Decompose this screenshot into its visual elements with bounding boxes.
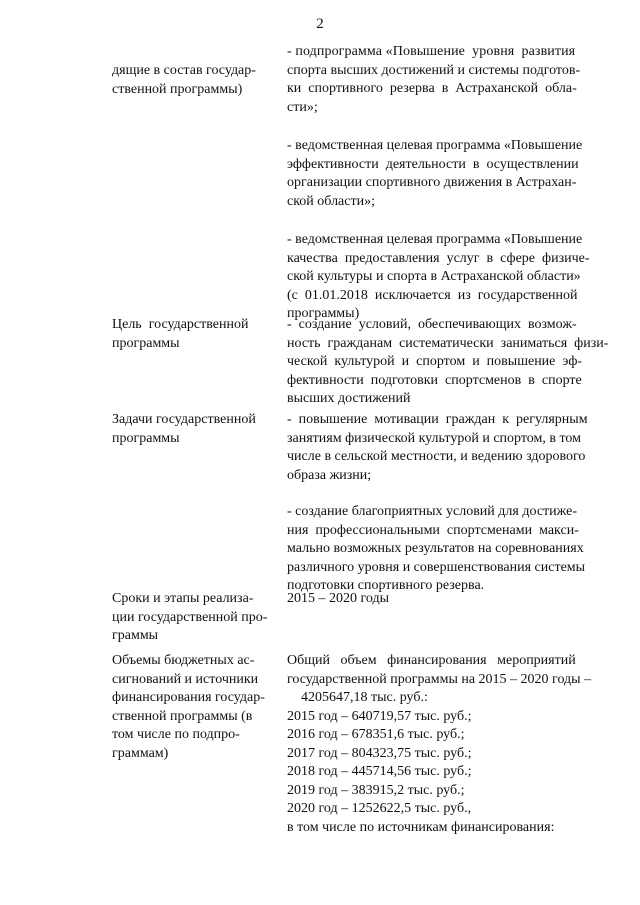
text-line: ния профессиональными спортсменами макси- [287, 522, 579, 538]
text-line: ческой культурой и спортом и повышение эф- [287, 354, 583, 369]
text-line: эффективности деятельности в осуществлении [287, 156, 579, 172]
row-content-funding [287, 652, 601, 837]
row-label-line: том числе по подпро- [112, 727, 240, 742]
row-label-line: ственной программы) [112, 81, 243, 97]
paragraph [287, 411, 601, 485]
text-line: подготовки спортивного резерва. [287, 578, 485, 593]
row-label-line: граммы [112, 628, 159, 643]
funding-year: 2020 год – 1252622,5 тыс. руб., [287, 801, 472, 816]
row-label-goal [112, 316, 272, 353]
text-line: числе в сельской местности, и ведению здорового [287, 449, 586, 464]
text-line: ской области»; [287, 193, 375, 209]
text-line: 2015 – 2020 годы [287, 591, 390, 606]
row-label-funding [112, 652, 272, 763]
text-line: (с 01.01.2018 исключается из государственной [287, 287, 578, 303]
funding-year: 2015 год – 640719,57 тыс. руб.; [287, 708, 472, 724]
text-line: государственной программы на 2015 – 2020 годы – [287, 671, 592, 687]
row-label-line: Объемы бюджетных ас- [112, 653, 255, 668]
row-label-line: ции государственной про- [112, 609, 268, 625]
text-line: фективности подготовки спортсменов в спорте [287, 372, 582, 388]
row-label-line: сигнований и источники [112, 671, 259, 687]
row-label-line: дящие в состав государ- [112, 63, 256, 78]
text-line: ской культуры и спорта в Астраханской области» [287, 269, 581, 284]
row-label-line: финансирования государ- [112, 690, 265, 705]
row-label-terms [112, 590, 272, 646]
text-line: 4205647,18 тыс. руб.: [301, 690, 428, 705]
row-label-line: Сроки и этапы реализа- [112, 591, 254, 606]
row-label-line: ственной программы (в [112, 708, 253, 724]
text-line: высших достижений [287, 391, 411, 406]
text-line: занятиям физической культурой и спортом, в том [287, 430, 581, 446]
row-label-line: Цель государственной [112, 317, 249, 332]
text-line: Общий объем финансирования мероприятий [287, 653, 576, 668]
row-content-terms [287, 590, 601, 609]
funding-footer: в том числе по источникам финансирования: [287, 819, 555, 835]
funding-year: 2016 год – 678351,6 тыс. руб.; [287, 727, 465, 742]
text-line: - повышение мотивации граждан к регулярным [287, 412, 588, 427]
paragraph [287, 43, 601, 117]
funding-year: 2017 год – 804323,75 тыс. руб.; [287, 745, 472, 761]
text-line: спорта высших достижений и системы подготов- [287, 62, 581, 78]
text-line: мально возможных результатов на соревнованиях [287, 541, 584, 556]
row-label-line: Задачи государственной [112, 412, 256, 427]
text-line: различного уровня и совершенствования системы [287, 559, 586, 575]
row-label-programs [112, 62, 272, 99]
text-line: - подпрограмма «Повышение уровня развития [287, 44, 576, 59]
row-content-tasks [287, 411, 601, 596]
text-line: ки спортивного резерва в Астраханской обла- [287, 81, 577, 96]
page-number: 2 [316, 16, 324, 32]
text-line: - создание условий, обеспечивающих возмож- [287, 317, 577, 332]
row-label-line: граммам) [112, 745, 169, 761]
paragraph [287, 503, 601, 596]
text-line: сти»; [287, 99, 318, 115]
text-line: программы) [287, 306, 360, 321]
funding-year: 2019 год – 383915,2 тыс. руб.; [287, 782, 465, 798]
text-line: - ведомственная целевая программа «Повышение [287, 232, 583, 247]
paragraph [287, 137, 601, 211]
text-line: качества предоставления услуг в сфере физиче- [287, 250, 590, 266]
text-line: организации спортивного движения в Астрахан- [287, 175, 577, 190]
row-label-line: программы [112, 430, 180, 446]
funding-year: 2018 год – 445714,56 тыс. руб.; [287, 764, 472, 779]
text-line: - ведомственная целевая программа «Повышение [287, 138, 583, 153]
row-content-programs [287, 43, 601, 324]
row-content-goal [287, 316, 609, 409]
text-line: ность гражданам систематически заниматься физи- [287, 335, 609, 351]
text-line: образа жизни; [287, 467, 372, 483]
row-label-tasks [112, 411, 272, 448]
text-line: - создание благоприятных условий для достиже- [287, 504, 578, 519]
paragraph [287, 231, 601, 324]
row-label-line: программы [112, 335, 180, 351]
